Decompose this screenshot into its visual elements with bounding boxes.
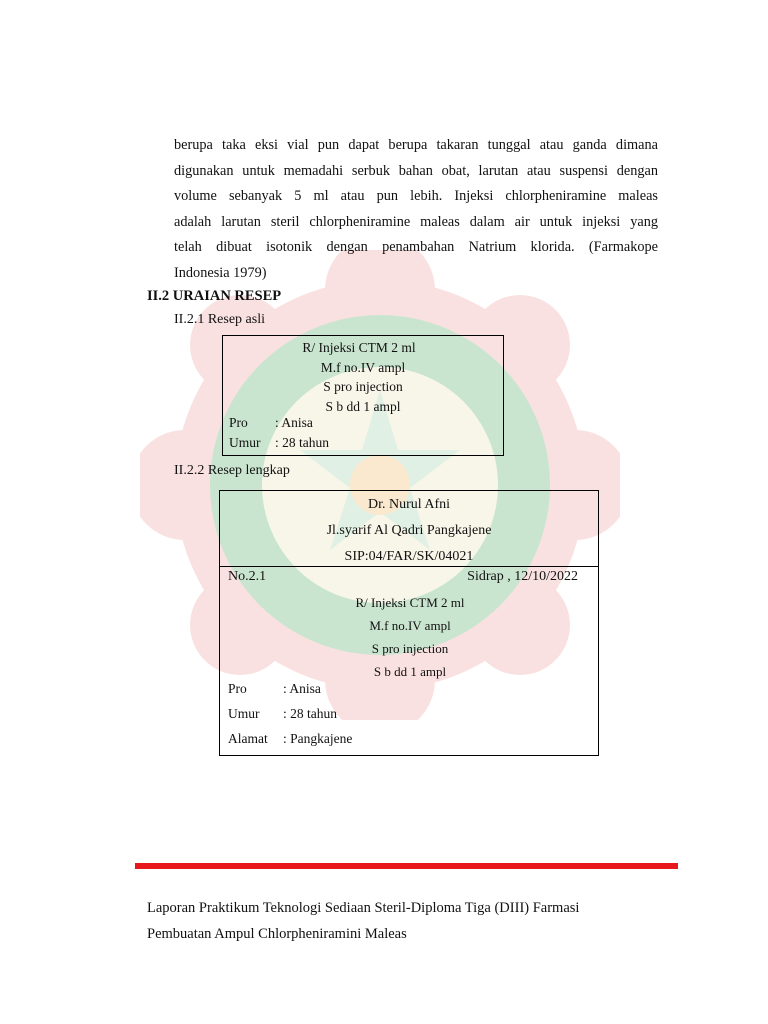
alamat-label: Alamat — [228, 731, 268, 746]
umur-value: : 28 tahun — [275, 435, 329, 450]
paragraph-line: berupa taka eksi vial pun dapat berupa takaran tunggal atau ganda dimana — [174, 137, 658, 153]
resep-asli-box — [222, 335, 504, 456]
patient-name-row — [229, 415, 313, 431]
patient-age-row — [229, 435, 329, 451]
pro-label: Pro — [228, 681, 247, 696]
pro-value: : Anisa — [275, 415, 313, 430]
umur-value: : 28 tahun — [283, 706, 337, 721]
rx-line: S pro injection — [371, 641, 449, 656]
rx-line: M.f no.IV ampl — [320, 359, 406, 375]
rx-line: S b dd 1 ampl — [325, 398, 401, 414]
footer-line-2: Pembuatan Ampul Chlorpheniramini Maleas — [147, 926, 407, 942]
paragraph-line: digunakan untuk memadahi serbuk bahan obat, larutan atau suspensi dengan — [174, 162, 658, 179]
paragraph-line: Indonesia 1979) — [174, 264, 267, 281]
section-heading: II.2 URAIAN RESEP — [147, 288, 282, 304]
umur-label: Umur — [229, 435, 261, 450]
rx-line: S b dd 1 ampl — [373, 664, 447, 679]
rx-line: R/ Injeksi CTM 2 ml — [355, 595, 465, 610]
doctor-name: Dr. Nurul Afni — [367, 497, 451, 512]
pro-value: : Anisa — [283, 681, 321, 696]
resep-asli-rx — [223, 338, 503, 416]
alamat-value: : Pangkajene — [283, 731, 353, 746]
doctor-address: Jl.syarif Al Qadri Pangkajene — [326, 523, 492, 538]
body-paragraph — [174, 133, 658, 286]
prescription-header — [220, 491, 598, 567]
subsection-title-resep-lengkap: II.2.2 Resep lengkap — [174, 463, 290, 478]
doctor-sip: SIP:04/FAR/SK/04021 — [344, 549, 474, 564]
footer-divider — [135, 863, 678, 869]
patient-name-row — [228, 681, 321, 697]
resep-lengkap-box — [219, 490, 599, 756]
umur-label: Umur — [228, 706, 260, 721]
rx-line: S pro injection — [323, 379, 403, 394]
footer-line-1: Laporan Praktikum Teknologi Sediaan Steril-Diploma Tiga (DIII) Farmasi — [147, 900, 580, 916]
paragraph-line: volume sebanyak 5 ml atau pun lebih. Injeksi chlorpheniramine maleas — [174, 188, 658, 204]
prescription-number: No.2.1 — [228, 569, 267, 584]
paragraph-line: adalah larutan steril chlorpheniramine maleas dalam air untuk injeksi yang — [174, 213, 658, 230]
patient-age-row — [228, 706, 337, 722]
subsection-title-resep-asli: II.2.1 Resep asli — [174, 312, 265, 327]
prescription-place-date: Sidrap , 12/10/2022 — [467, 569, 578, 584]
patient-address-row — [228, 731, 352, 747]
resep-lengkap-rx — [220, 591, 600, 683]
rx-line: R/ Injeksi CTM 2 ml — [302, 340, 416, 355]
paragraph-line: telah dibuat isotonik dengan penambahan Natrium klorida. (Farmakope — [174, 239, 658, 255]
rx-line: M.f no.IV ampl — [369, 618, 451, 633]
pro-label: Pro — [229, 415, 248, 430]
